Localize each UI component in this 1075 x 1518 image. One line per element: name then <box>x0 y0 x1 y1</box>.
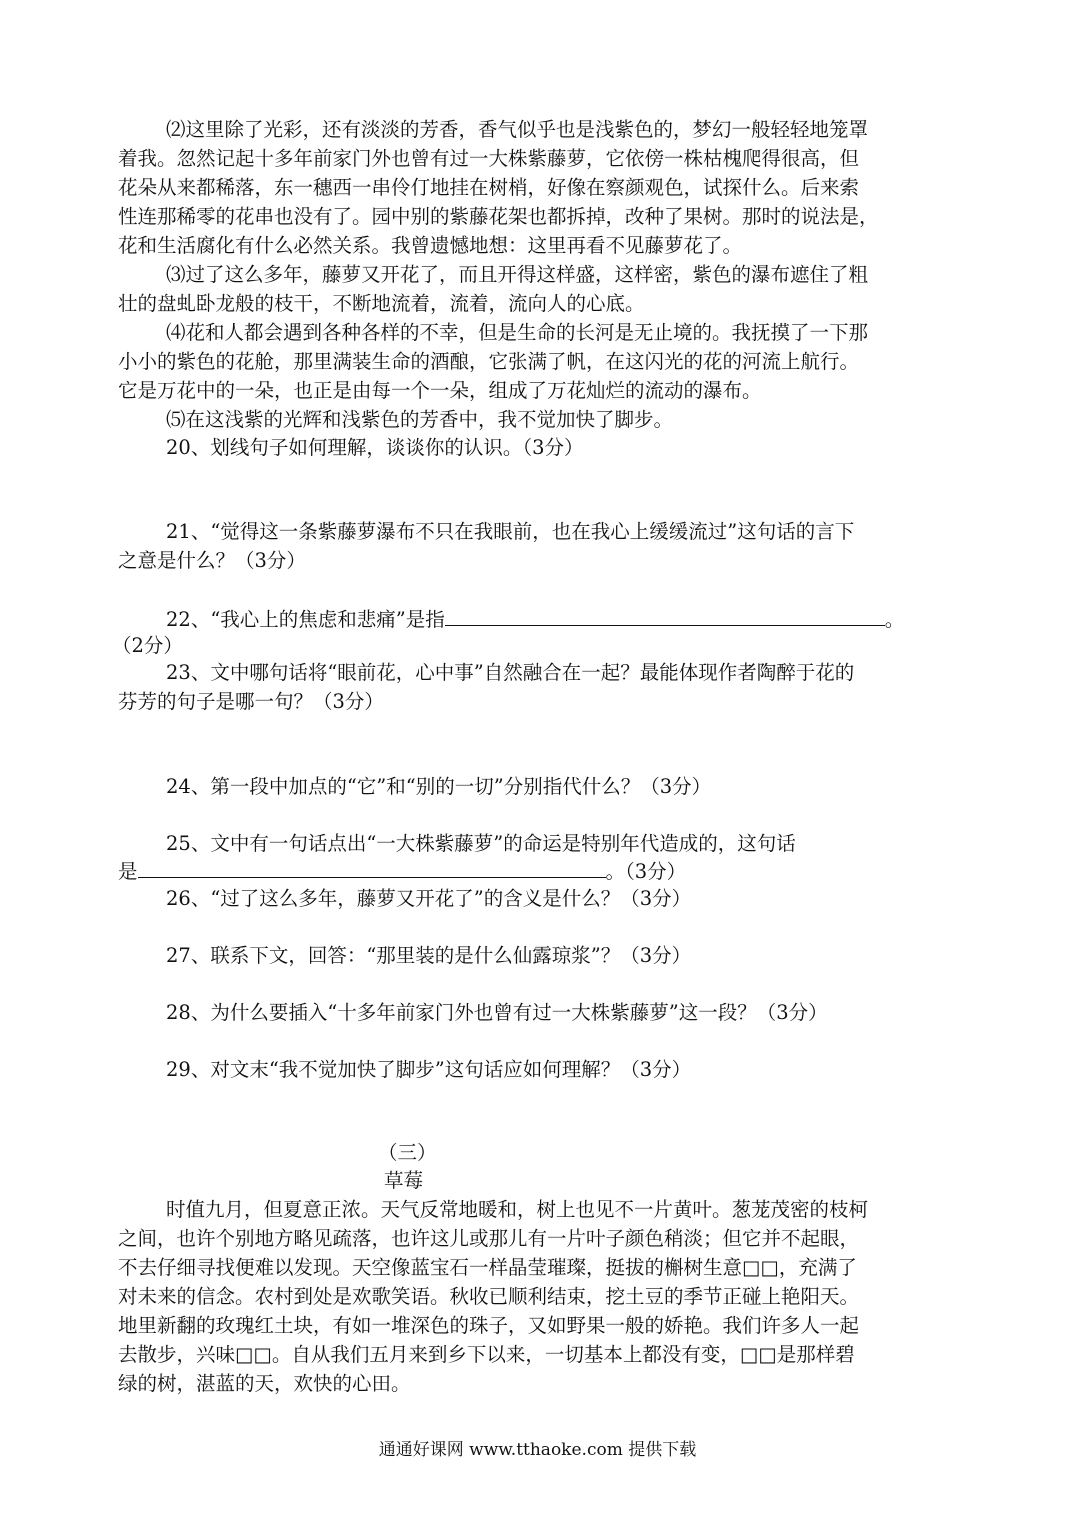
question-26: 26、“过了这么多年，藤萝又开花了”的含义是什么？（3分） <box>166 887 692 910</box>
section3-line: 绿的树，湛蓝的天，欢快的心田。 <box>118 1372 411 1395</box>
question-21-line2: 之意是什么？（3分） <box>118 549 306 572</box>
question-27: 27、联系下文，回答：“那里装的是什么仙露琼浆”？（3分） <box>166 944 692 967</box>
section3-line: 对未来的信念。农村到处是欢歌笑语。秋收已顺利结束，挖土豆的季节正碰上艳阳天。 <box>118 1285 860 1308</box>
passage-p2-line: 着我。忽然记起十多年前家门外也曾有过一大株紫藤萝，它依傍一株枯槐爬得很高，但 <box>118 147 860 170</box>
passage-p4-line: 小小的紫色的花舱，那里满装生命的酒酿，它张满了帆，在这闪光的花的河流上航行。 <box>118 350 860 373</box>
question-25-suffix: 。（3分） <box>605 860 687 883</box>
passage-p4-line: ⑷花和人都会遇到各种各样的不幸，但是生命的长河是无止境的。我抚摸了一下那 <box>166 321 869 344</box>
section-title: 草莓 <box>384 1169 424 1192</box>
passage-p2-line: 性连那稀零的花串也没有了。园中别的紫藤花架也都拆掉，改种了果树。那时的说法是， <box>118 205 879 228</box>
question-22-suffix: 。 <box>884 608 905 631</box>
passage-p3-line: ⑶过了这么多年，藤萝又开花了，而且开得这样盛，这样密，紫色的瀑布遮住了粗 <box>166 263 869 286</box>
question-22-prefix: 22、“我心上的焦虑和悲痛”是指 <box>166 608 445 631</box>
section3-line: 去散步，兴味□□。自从我们五月来到乡下以来，一切基本上都没有变，□□是那样碧 <box>118 1343 855 1366</box>
section-number: （三） <box>378 1141 437 1164</box>
question-25-prefix: 是 <box>118 860 138 883</box>
question-25-line1: 25、文中有一句话点出“一大株紫藤萝”的命运是特别年代造成的，这句话 <box>166 832 796 855</box>
section3-line: 不去仔细寻找便难以发现。天空像蓝宝石一样晶莹璀璨，挺拔的槲树生意□□，充满了 <box>118 1256 857 1279</box>
passage-p2-line: 花和生活腐化有什么必然关系。我曾遗憾地想：这里再看不见藤萝花了。 <box>118 234 743 257</box>
question-22-score: （2分） <box>112 634 183 657</box>
question-29: 29、对文末“我不觉加快了脚步”这句话应如何理解？（3分） <box>166 1058 692 1081</box>
answer-blank-25[interactable] <box>138 857 606 878</box>
question-25-line2 <box>118 857 686 885</box>
section3-line: 之间，也许个别地方略见疏落，也许这儿或那儿有一片叶子颜色稍淡；但它并不起眼， <box>118 1227 860 1250</box>
passage-p5-line: ⑸在这浅紫的光辉和浅紫色的芳香中，我不觉加快了脚步。 <box>166 408 674 431</box>
passage-p4-line: 它是万花中的一朵，也正是由每一个一朵，组成了万花灿烂的流动的瀑布。 <box>118 379 762 402</box>
section3-line: 时值九月，但夏意正浓。天气反常地暖和，树上也见不一片黄叶。葱茏茂密的枝柯 <box>166 1198 869 1221</box>
question-28: 28、为什么要插入“十多年前家门外也曾有过一大株紫藤萝”这一段？（3分） <box>166 1001 828 1024</box>
question-24: 24、第一段中加点的“它”和“别的一切”分别指代什么？（3分） <box>166 775 712 798</box>
answer-blank-22[interactable] <box>445 605 885 626</box>
question-23-line2: 芬芳的句子是哪一句？（3分） <box>118 690 384 713</box>
page-footer: 通通好课网 www.tthaoke.com 提供下载 <box>378 1440 697 1460</box>
passage-p2-line: ⑵这里除了光彩，还有淡淡的芳香，香气似乎也是浅紫色的，梦幻一般轻轻地笼罩 <box>166 118 869 141</box>
passage-p3-line: 壮的盘虬卧龙般的枝干，不断地流着，流着，流向人的心底。 <box>118 292 645 315</box>
question-21-line1: 21、“觉得这一条紫藤萝瀑布不只在我眼前，也在我心上缓缓流过”这句话的言下 <box>166 520 855 543</box>
passage-p2-line: 花朵从来都稀落，东一穗西一串伶仃地挂在树梢，好像在察颜观色，试探什么。后来索 <box>118 176 860 199</box>
question-22 <box>166 605 904 633</box>
section3-line: 地里新翻的玫瑰红土块，有如一堆深色的珠子，又如野果一般的娇艳。我们许多人一起 <box>118 1314 860 1337</box>
question-20: 20、划线句子如何理解，谈谈你的认识。（3分） <box>166 436 584 459</box>
question-23-line1: 23、文中哪句话将“眼前花，心中事”自然融合在一起？最能体现作者陶醉于花的 <box>166 661 855 684</box>
